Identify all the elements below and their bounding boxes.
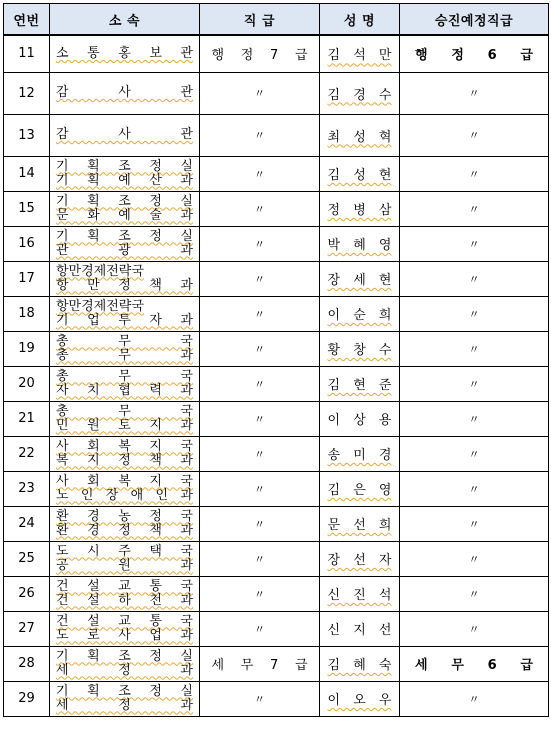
promo-cell bbox=[400, 156, 549, 191]
promo-cell bbox=[400, 296, 549, 331]
person-name: 신 지 선 bbox=[327, 623, 392, 638]
ditto-mark: 〃 bbox=[254, 622, 265, 636]
promo-cell bbox=[400, 436, 549, 471]
grade-cell bbox=[200, 436, 320, 471]
dept-line-main: 환 경 농 정 국 bbox=[56, 508, 193, 524]
grade-cell bbox=[200, 296, 320, 331]
ditto-mark: 〃 bbox=[254, 342, 265, 356]
dept-line-main: 총 무 국 bbox=[56, 368, 193, 384]
dept-cell bbox=[50, 541, 200, 576]
dept-line-sub: 민 원 토 지 과 bbox=[56, 417, 193, 433]
row-number: 19 bbox=[4, 331, 50, 366]
dept-cell bbox=[50, 681, 200, 716]
promo-cell bbox=[400, 646, 549, 681]
promo-cell bbox=[400, 331, 549, 366]
ditto-mark: 〃 bbox=[468, 237, 480, 251]
ditto-mark: 〃 bbox=[468, 552, 480, 566]
ditto-mark: 〃 bbox=[468, 87, 480, 100]
dept-line-sub: 노 인 장 애 인 과 bbox=[56, 487, 193, 503]
person-name: 김 석 만 bbox=[327, 48, 392, 64]
dept-line-main: 도 시 주 택 국 bbox=[56, 543, 193, 559]
person-name: 이 상 용 bbox=[327, 413, 392, 428]
ditto-mark: 〃 bbox=[254, 447, 265, 461]
dept-line-main: 기 획 조 정 실 bbox=[56, 228, 193, 244]
dept-cell bbox=[50, 156, 200, 191]
dept-cell bbox=[50, 366, 200, 401]
name-cell bbox=[320, 436, 400, 471]
name-cell bbox=[320, 576, 400, 611]
dept-line-main: 기 획 조 정 실 bbox=[56, 683, 193, 699]
grade-text: 세 무 7 급 bbox=[211, 658, 308, 673]
table-row bbox=[4, 611, 549, 646]
grade-cell bbox=[200, 114, 320, 156]
promo-cell bbox=[400, 114, 549, 156]
name-cell bbox=[320, 611, 400, 646]
table-row bbox=[4, 366, 549, 401]
dept-cell bbox=[50, 261, 200, 296]
grade-cell bbox=[200, 226, 320, 261]
promo-cell bbox=[400, 541, 549, 576]
row-number: 20 bbox=[4, 366, 50, 401]
header-promo: 승진예정직급 bbox=[400, 4, 549, 36]
row-number: 12 bbox=[4, 72, 50, 114]
name-cell bbox=[320, 35, 400, 72]
grade-cell bbox=[200, 261, 320, 296]
person-name: 김 혜 숙 bbox=[327, 658, 392, 673]
promo-grade-text: 세 무 6 급 bbox=[415, 658, 533, 673]
ditto-mark: 〃 bbox=[468, 129, 480, 142]
dept-cell bbox=[50, 191, 200, 226]
table-row bbox=[4, 401, 549, 436]
grade-cell bbox=[200, 576, 320, 611]
person-name: 김 은 영 bbox=[327, 483, 392, 498]
grade-cell bbox=[200, 506, 320, 541]
table-row bbox=[4, 681, 549, 716]
table-row bbox=[4, 506, 549, 541]
row-number: 21 bbox=[4, 401, 50, 436]
table-row bbox=[4, 331, 549, 366]
table-row bbox=[4, 114, 549, 156]
person-name: 신 진 석 bbox=[327, 588, 392, 603]
table-row bbox=[4, 191, 549, 226]
table-row bbox=[4, 72, 549, 114]
name-cell bbox=[320, 226, 400, 261]
grade-cell bbox=[200, 191, 320, 226]
person-name: 박 혜 영 bbox=[327, 238, 392, 253]
ditto-mark: 〃 bbox=[468, 377, 480, 391]
dept-line-sub: 기 획 예 산 과 bbox=[56, 172, 193, 188]
dept-line-sub: 항 만 정 책 과 bbox=[56, 277, 193, 293]
dept-line-sub: 세 정 과 bbox=[56, 697, 193, 713]
dept-line-sub: 관 광 과 bbox=[56, 242, 193, 258]
person-name: 문 선 희 bbox=[327, 518, 392, 533]
ditto-mark: 〃 bbox=[254, 377, 265, 391]
name-cell bbox=[320, 191, 400, 226]
ditto-mark: 〃 bbox=[254, 412, 265, 426]
table-row bbox=[4, 576, 549, 611]
dept-line-sub: 문 화 예 술 과 bbox=[56, 207, 193, 223]
row-number: 22 bbox=[4, 436, 50, 471]
row-number: 28 bbox=[4, 646, 50, 681]
dept-line-sub: 환 경 정 책 과 bbox=[56, 522, 193, 538]
name-cell bbox=[320, 261, 400, 296]
name-cell bbox=[320, 72, 400, 114]
row-number: 17 bbox=[4, 261, 50, 296]
name-cell bbox=[320, 366, 400, 401]
table-body bbox=[4, 35, 549, 716]
ditto-mark: 〃 bbox=[468, 412, 480, 426]
dept-line-sub: 기 업 투 자 과 bbox=[56, 312, 193, 328]
header-dept: 소 속 bbox=[50, 4, 200, 36]
dept-line-main: 소 통 홍 보 관 bbox=[56, 45, 193, 61]
ditto-mark: 〃 bbox=[254, 87, 265, 100]
person-name: 정 병 삼 bbox=[327, 203, 392, 218]
row-number: 13 bbox=[4, 114, 50, 156]
dept-line-sub: 도 로 사 업 과 bbox=[56, 627, 193, 643]
table-row bbox=[4, 541, 549, 576]
name-cell bbox=[320, 156, 400, 191]
table-row bbox=[4, 471, 549, 506]
dept-line-sub: 자 치 협 력 과 bbox=[56, 382, 193, 398]
table-row bbox=[4, 156, 549, 191]
grade-cell bbox=[200, 35, 320, 72]
ditto-mark: 〃 bbox=[468, 622, 480, 636]
dept-line-main: 감 사 관 bbox=[56, 127, 193, 142]
person-name: 황 창 수 bbox=[327, 343, 392, 358]
name-cell bbox=[320, 331, 400, 366]
dept-line-sub: 건 설 하 천 과 bbox=[56, 592, 193, 608]
grade-cell bbox=[200, 646, 320, 681]
person-name: 최 성 혁 bbox=[327, 129, 392, 145]
grade-cell bbox=[200, 366, 320, 401]
dept-cell bbox=[50, 576, 200, 611]
row-number: 23 bbox=[4, 471, 50, 506]
dept-line-main: 감 사 관 bbox=[56, 85, 193, 100]
ditto-mark: 〃 bbox=[468, 342, 480, 356]
ditto-mark: 〃 bbox=[254, 272, 265, 286]
row-number: 27 bbox=[4, 611, 50, 646]
dept-line-main: 항만경제전략국 bbox=[56, 263, 144, 279]
dept-line-main: 기 획 조 정 실 bbox=[56, 158, 193, 174]
table-row bbox=[4, 226, 549, 261]
row-number: 16 bbox=[4, 226, 50, 261]
row-number: 18 bbox=[4, 296, 50, 331]
ditto-mark: 〃 bbox=[254, 517, 265, 531]
dept-cell bbox=[50, 226, 200, 261]
promo-grade-text: 행 정 6 급 bbox=[415, 48, 533, 64]
dept-line-sub: 복 지 정 책 과 bbox=[56, 452, 193, 468]
grade-cell bbox=[200, 681, 320, 716]
ditto-mark: 〃 bbox=[254, 129, 265, 142]
dept-line-main: 건 설 교 통 국 bbox=[56, 613, 193, 629]
grade-cell bbox=[200, 156, 320, 191]
dept-line-main: 사 회 복 지 국 bbox=[56, 473, 193, 489]
promo-cell bbox=[400, 401, 549, 436]
table-row bbox=[4, 261, 549, 296]
dept-line-sub: 세 정 과 bbox=[56, 662, 193, 678]
grade-cell bbox=[200, 611, 320, 646]
promo-cell bbox=[400, 226, 549, 261]
dept-line-main: 총 무 국 bbox=[56, 333, 193, 349]
name-cell bbox=[320, 401, 400, 436]
dept-cell bbox=[50, 114, 200, 156]
header-row bbox=[4, 4, 549, 36]
ditto-mark: 〃 bbox=[254, 307, 265, 321]
row-number: 15 bbox=[4, 191, 50, 226]
dept-line-sub: 총 무 과 bbox=[56, 347, 193, 363]
ditto-mark: 〃 bbox=[468, 692, 480, 706]
dept-cell bbox=[50, 471, 200, 506]
dept-cell bbox=[50, 35, 200, 72]
person-name: 김 경 수 bbox=[327, 87, 392, 103]
promo-cell bbox=[400, 506, 549, 541]
table-row bbox=[4, 436, 549, 471]
dept-cell bbox=[50, 72, 200, 114]
ditto-mark: 〃 bbox=[468, 307, 480, 321]
name-cell bbox=[320, 506, 400, 541]
grade-text: 행 정 7 급 bbox=[211, 48, 308, 64]
dept-line-main: 사 회 복 지 국 bbox=[56, 438, 193, 454]
name-cell bbox=[320, 296, 400, 331]
promo-cell bbox=[400, 191, 549, 226]
name-cell bbox=[320, 646, 400, 681]
dept-line-main: 건 설 교 통 국 bbox=[56, 578, 193, 594]
name-cell bbox=[320, 471, 400, 506]
promo-cell bbox=[400, 261, 549, 296]
promo-cell bbox=[400, 681, 549, 716]
promo-cell bbox=[400, 366, 549, 401]
table-row bbox=[4, 646, 549, 681]
dept-cell bbox=[50, 611, 200, 646]
ditto-mark: 〃 bbox=[254, 202, 265, 216]
ditto-mark: 〃 bbox=[468, 447, 480, 461]
ditto-mark: 〃 bbox=[254, 692, 265, 706]
row-number: 25 bbox=[4, 541, 50, 576]
dept-cell bbox=[50, 331, 200, 366]
dept-line-main: 기 획 조 정 실 bbox=[56, 648, 193, 664]
name-cell bbox=[320, 114, 400, 156]
row-number: 14 bbox=[4, 156, 50, 191]
person-name: 이 오 우 bbox=[327, 693, 392, 708]
person-name: 김 성 현 bbox=[327, 168, 392, 183]
ditto-mark: 〃 bbox=[254, 482, 265, 496]
name-cell bbox=[320, 681, 400, 716]
name-cell bbox=[320, 541, 400, 576]
grade-cell bbox=[200, 471, 320, 506]
promotion-table bbox=[3, 3, 549, 717]
row-number: 29 bbox=[4, 681, 50, 716]
grade-cell bbox=[200, 541, 320, 576]
row-number: 24 bbox=[4, 506, 50, 541]
person-name: 이 순 희 bbox=[327, 308, 392, 323]
row-number: 26 bbox=[4, 576, 50, 611]
person-name: 장 세 현 bbox=[327, 273, 392, 288]
dept-line-main: 총 무 국 bbox=[56, 403, 193, 419]
ditto-mark: 〃 bbox=[254, 237, 265, 251]
ditto-mark: 〃 bbox=[468, 482, 480, 496]
dept-cell bbox=[50, 506, 200, 541]
header-grade: 직 급 bbox=[200, 4, 320, 36]
dept-line-sub: 공 원 과 bbox=[56, 557, 193, 573]
ditto-mark: 〃 bbox=[468, 272, 480, 286]
dept-line-main: 기 획 조 정 실 bbox=[56, 193, 193, 209]
dept-cell bbox=[50, 401, 200, 436]
promo-cell bbox=[400, 576, 549, 611]
ditto-mark: 〃 bbox=[468, 517, 480, 531]
ditto-mark: 〃 bbox=[254, 167, 265, 181]
promo-cell bbox=[400, 471, 549, 506]
dept-cell bbox=[50, 436, 200, 471]
grade-cell bbox=[200, 401, 320, 436]
ditto-mark: 〃 bbox=[468, 202, 480, 216]
table-row bbox=[4, 296, 549, 331]
person-name: 장 선 자 bbox=[327, 553, 392, 568]
person-name: 송 미 경 bbox=[327, 448, 392, 463]
person-name: 김 현 준 bbox=[327, 378, 392, 393]
header-name: 성 명 bbox=[320, 4, 400, 36]
ditto-mark: 〃 bbox=[254, 552, 265, 566]
ditto-mark: 〃 bbox=[468, 167, 480, 181]
ditto-mark: 〃 bbox=[254, 587, 265, 601]
table-row bbox=[4, 35, 549, 72]
promo-cell bbox=[400, 611, 549, 646]
grade-cell bbox=[200, 331, 320, 366]
dept-cell bbox=[50, 646, 200, 681]
promo-cell bbox=[400, 35, 549, 72]
grade-cell bbox=[200, 72, 320, 114]
promo-cell bbox=[400, 72, 549, 114]
dept-cell bbox=[50, 296, 200, 331]
ditto-mark: 〃 bbox=[468, 587, 480, 601]
dept-line-main: 항만경제전략국 bbox=[56, 298, 144, 314]
header-no: 연번 bbox=[4, 4, 50, 36]
row-number: 11 bbox=[4, 35, 50, 72]
